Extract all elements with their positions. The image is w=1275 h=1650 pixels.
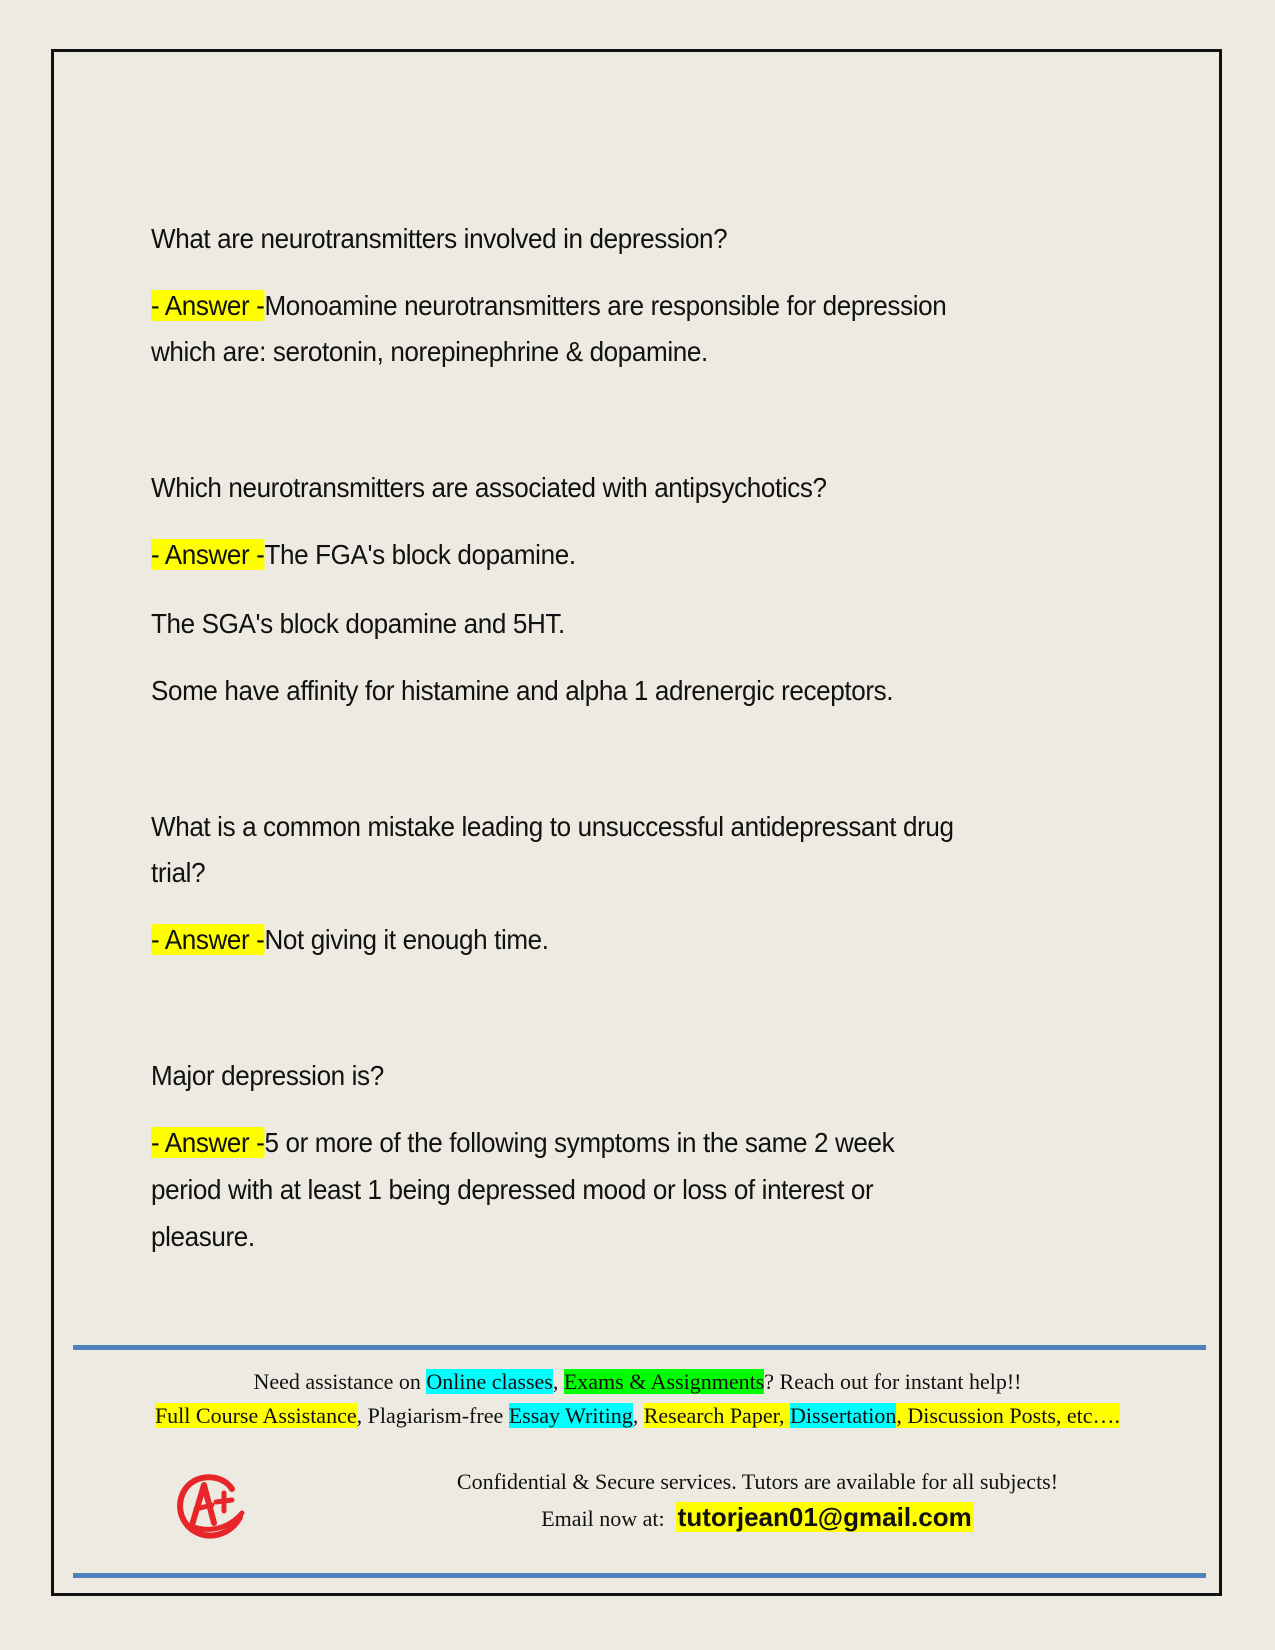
separator: , xyxy=(632,1403,644,1428)
question-text: Major depression is? xyxy=(151,1060,384,1091)
footer-top-rule xyxy=(73,1345,1206,1350)
footer-text: Need assistance on xyxy=(253,1369,427,1394)
answer-4-line-2 xyxy=(151,1173,873,1207)
exams-assignments-highlight: Exams & Assignments xyxy=(563,1369,765,1394)
online-classes-highlight: Online classes xyxy=(426,1369,553,1394)
question-2 xyxy=(151,471,827,505)
footer-line-3 xyxy=(180,1468,1275,1496)
answer-3 xyxy=(151,923,549,957)
answer-text: Monoamine neurotransmitters are responsible for depression xyxy=(264,290,947,321)
dissertation-highlight: Dissertation xyxy=(790,1403,897,1428)
footer-bottom-rule xyxy=(73,1573,1206,1578)
answer-2-line-2 xyxy=(151,607,565,641)
answer-text: pleasure. xyxy=(151,1221,255,1252)
answer-4-line-3 xyxy=(151,1220,255,1254)
footer-line-2 xyxy=(60,1402,1215,1430)
question-text: What are neurotransmitters involved in depression? xyxy=(151,223,728,254)
answer-label: - Answer - xyxy=(151,539,265,570)
answer-label: - Answer - xyxy=(151,290,265,321)
answer-text: period with at least 1 being depressed mood or loss of interest or xyxy=(151,1174,874,1205)
answer-label: - Answer - xyxy=(151,924,265,955)
essay-writing-highlight: Essay Writing xyxy=(508,1403,633,1428)
answer-2 xyxy=(151,538,576,572)
answer-text: Some have affinity for histamine and alpha 1 adrenergic receptors. xyxy=(151,675,894,706)
answer-text: The FGA's block dopamine. xyxy=(264,539,576,570)
answer-4 xyxy=(151,1126,894,1160)
answer-label: - Answer - xyxy=(151,1127,265,1158)
answer-1-line-2 xyxy=(151,335,708,369)
full-course-highlight: Full Course Assistance xyxy=(154,1403,357,1428)
research-paper-highlight: Research Paper, xyxy=(643,1403,791,1428)
answer-text: The SGA's block dopamine and 5HT. xyxy=(151,608,565,639)
separator: , xyxy=(552,1369,564,1394)
answer-2-line-3 xyxy=(151,674,893,708)
question-1 xyxy=(151,222,727,256)
footer-email-line xyxy=(180,1503,1275,1533)
question-text: What is a common mistake leading to unsuccessful antidepressant drug xyxy=(151,811,954,842)
question-3 xyxy=(151,810,954,844)
question-4 xyxy=(151,1059,384,1093)
answer-1 xyxy=(151,289,946,323)
question-text: trial? xyxy=(151,857,206,888)
question-3-line-2 xyxy=(151,856,205,890)
discussion-posts-highlight: , Discussion Posts, etc…. xyxy=(896,1403,1121,1428)
answer-text: Not giving it enough time. xyxy=(264,924,549,955)
footer-text: , Plagiarism-free xyxy=(356,1403,509,1428)
answer-text: 5 or more of the following symptoms in the same 2 week xyxy=(264,1127,895,1158)
footer-text: Confidential & Secure services. Tutors are available for all subjects! xyxy=(456,1469,1059,1494)
question-text: Which neurotransmitters are associated with antipsychotics? xyxy=(151,472,827,503)
answer-text: which are: serotonin, norepinephrine & dopamine. xyxy=(151,336,708,367)
email-label: Email now at: xyxy=(541,1506,676,1531)
footer-line-1 xyxy=(60,1368,1215,1396)
footer-text: ? Reach out for instant help!! xyxy=(764,1369,1022,1394)
email-link[interactable]: tutorjean01@gmail.com xyxy=(677,1502,972,1532)
